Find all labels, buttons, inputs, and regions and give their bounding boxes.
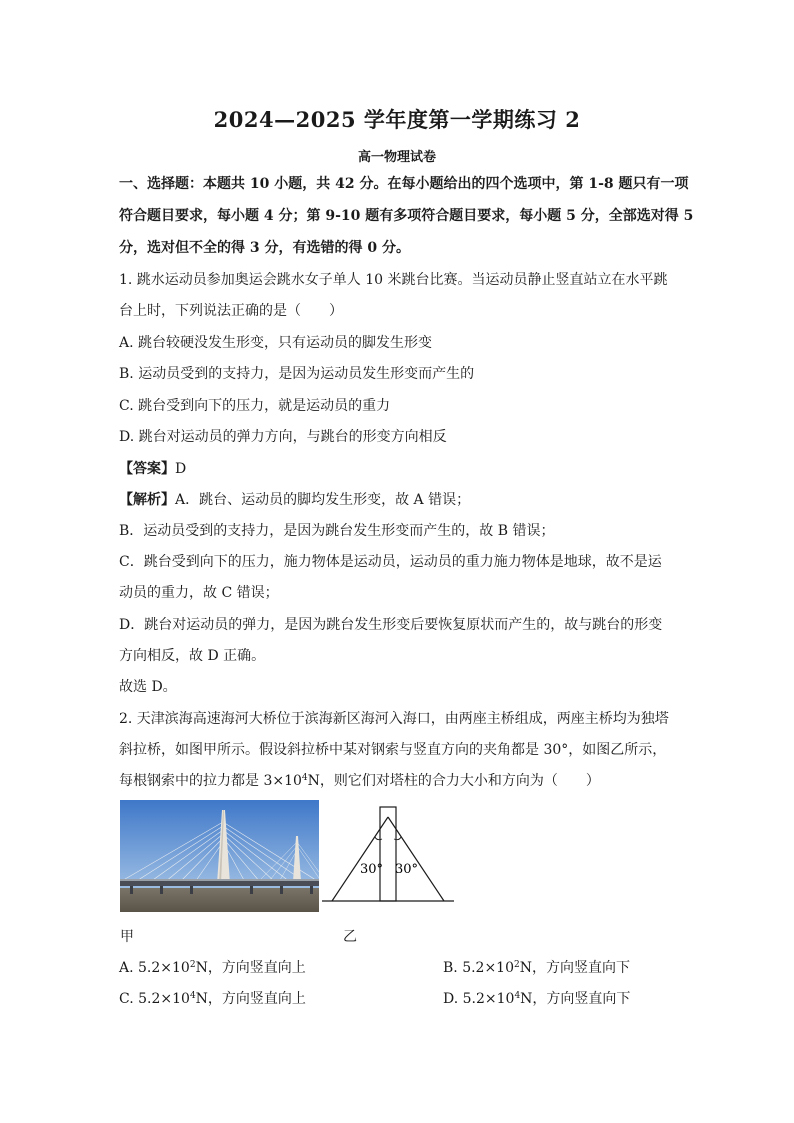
q1-stem-line-2: 台上时，下列说法正确的是（ ）	[119, 303, 343, 319]
q2-stem-text: 每根钢索中的拉力都是 3×10	[119, 773, 302, 789]
q2-option-c-text: C. 5.2×10	[119, 991, 190, 1007]
q1-answer	[119, 459, 186, 479]
q2-option-a-text: A. 5.2×10	[119, 960, 190, 976]
q2-option-a-suffix: N，方向竖直向上	[195, 960, 306, 976]
analysis-text: A．跳台、运动员的脚均发生形变，故 A 错误；	[175, 492, 471, 508]
force-diagram	[322, 805, 456, 907]
q1-analysis-line-5: D．跳台对运动员的弹力，是因为跳台发生形变后要恢复原状而产生的，故与跳台的形变	[119, 617, 663, 633]
q2-option-d	[443, 988, 630, 1008]
page-title: 2024—2025 学年度第一学期练习 2	[213, 107, 581, 132]
figure-label-a: 甲	[120, 929, 134, 945]
angle-label-left: 30°	[360, 862, 384, 877]
q1-analysis-line-1	[119, 490, 470, 510]
q2-stem-line-3	[119, 771, 600, 791]
analysis-label: 【解析】	[119, 492, 175, 508]
answer-value: D	[175, 461, 187, 477]
q2-option-a	[119, 957, 306, 977]
q1-option-d: D. 跳台对运动员的弹力方向，与跳台的形变方向相反	[119, 429, 447, 445]
q2-option-b	[443, 957, 630, 977]
q2-option-b-text: B. 5.2×10	[443, 960, 514, 976]
page-subtitle: 高一物理试卷	[357, 150, 436, 165]
q1-option-a: A. 跳台较硬没发生形变，只有运动员的脚发生形变	[119, 335, 433, 351]
q1-analysis-line-7: 故选 D。	[119, 679, 177, 695]
q2-stem-exponent: 4	[301, 773, 308, 783]
q1-analysis-line-2: B．运动员受到的支持力，是因为跳台发生形变而产生的，故 B 错误；	[119, 523, 555, 539]
q2-stem-text-end: N，则它们对塔柱的合力大小和方向为（ ）	[307, 773, 600, 789]
angle-arc-right	[394, 837, 401, 840]
tower-column	[380, 807, 396, 901]
q2-option-b-suffix: N，方向竖直向下	[519, 960, 630, 976]
angle-arc-left	[375, 837, 382, 840]
bridge-photo	[120, 800, 319, 912]
q1-stem-line-1: 1. 跳水运动员参加奥运会跳水女子单人 10 米跳台比赛。当运动员静止竖直站立在水平跳	[119, 272, 668, 288]
q1-option-c: C. 跳台受到向下的压力，就是运动员的重力	[119, 398, 391, 414]
q2-stem-line-1: 2. 天津滨海高速海河大桥位于滨海新区海河入海口，由两座主桥组成，两座主桥均为独塔	[119, 711, 669, 727]
q1-analysis-line-3: C．跳台受到向下的压力，施力物体是运动员，运动员的重力施力物体是地球，故不是运	[119, 554, 662, 570]
q2-option-a-exp: 2	[189, 960, 196, 970]
figure-label-b: 乙	[343, 929, 357, 945]
q2-option-d-text: D. 5.2×10	[443, 991, 515, 1007]
q1-analysis-line-6: 方向相反，故 D 正确。	[119, 648, 266, 664]
answer-label: 【答案】	[119, 461, 175, 477]
angle-label-right: 30°	[395, 862, 419, 877]
q2-stem-line-2: 斜拉桥，如图甲所示。假设斜拉桥中某对钢索与竖直方向的夹角都是 30°，如图乙所示，	[119, 742, 667, 758]
section-instructions-line-3: 分，选对但不全的得 3 分，有选错的得 0 分。	[119, 240, 410, 256]
q2-option-d-suffix: N，方向竖直向下	[520, 991, 631, 1007]
q2-option-c	[119, 988, 306, 1008]
q2-option-c-exp: 4	[189, 991, 196, 1001]
q1-analysis-line-4: 动员的重力，故 C 错误；	[119, 585, 279, 601]
q1-option-b: B. 运动员受到的支持力，是因为运动员发生形变而产生的	[119, 366, 475, 382]
q2-option-d-exp: 4	[514, 991, 521, 1001]
section-instructions-line-1: 一、选择题：本题共 10 小题，共 42 分。在每小题给出的四个选项中，第 1-8 题只有一项	[119, 176, 689, 192]
q2-option-b-exp: 2	[514, 960, 520, 970]
section-instructions-line-2: 符合题目要求，每小题 4 分；第 9-10 题有多项符合题目要求，每小题 5 分，全部选对得 5	[119, 208, 694, 224]
q2-option-c-suffix: N，方向竖直向上	[195, 991, 306, 1007]
